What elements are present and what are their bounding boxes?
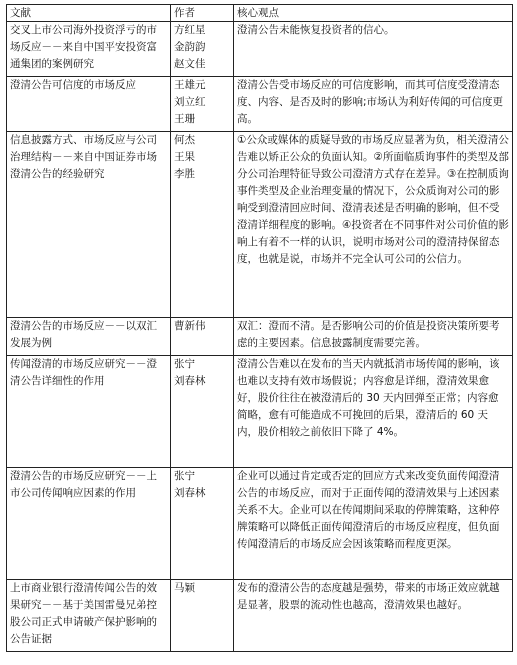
- literature-title: 交叉上市公司海外投资浮亏的市场反应－－来自中国平安投资富通集团的案例研究: [7, 22, 171, 77]
- author-name: 王果: [174, 151, 195, 163]
- author-name: 刘春林: [174, 487, 206, 499]
- author-name: 张宁: [174, 358, 195, 370]
- table-row: [7, 132, 513, 318]
- authors-cell: [171, 468, 234, 580]
- table-row: [7, 468, 513, 580]
- author-name: 赵文佳: [174, 58, 206, 70]
- author-name: 刘立红: [174, 96, 206, 108]
- author-name: 王珊: [174, 113, 195, 125]
- header-core-view: 核心观点: [234, 5, 513, 22]
- core-view: 企业可以通过肯定或否定的回应方式来改变负面传闻澄清公告的市场反应，而对于正面传闻的澄清效果与上述因素关系不大。企业可以在传闻期间采取的停牌策略，这种停牌策略可以降低正面传闻澄清后的市场反应程度，但负面传闻澄清后的市场反应会因该策略而程度更深。: [234, 468, 513, 580]
- core-view: ①公众或媒体的质疑导致的市场反应显著为负，相关澄清公告难以矫正公众的负面认知。②所面临质询事件的类型及部分公司治理特征导致公司澄清方式存在差异。③在控制质询事件类型及企业治理变量的情况下，公众质询对公司的影响受到澄清回应时间、澄清表述是否明确的影响，但不受澄清详细程度的影响。④投资者在不同事件对公司价值的影响上有着不一样的认识，说明市场对公司的澄清持保留态度，也就是说，市场并不完全认可公司的公信力。: [234, 132, 513, 318]
- literature-table: [6, 4, 513, 652]
- literature-title: 上市商业银行澄清传闻公告的效果研究－－基于美国雷曼兄弟控股公司正式申请破产保护影响的公告证据: [7, 580, 171, 652]
- table-row: [7, 580, 513, 652]
- author-name: 王雄元: [174, 79, 206, 91]
- authors-cell: [171, 77, 234, 132]
- author-name: 刘春林: [174, 375, 206, 387]
- author-name: 马颖: [174, 582, 195, 594]
- table-row: [7, 22, 513, 77]
- core-view: 澄清公告难以在发布的当天内就抵消市场传闻的影响，该也难以支持有效市场假说；内容愈是详细，澄清效果愈好，股价往往在被澄清后的 30 天内回弹至正常；内容愈简略，愈有可能造成不可挽回的后果，澄清后的 60 天内，股价相较之前依旧下降了 4%。: [234, 356, 513, 468]
- author-name: 何杰: [174, 134, 195, 146]
- table-header-row: [7, 5, 513, 22]
- literature-title: 信息披露方式、市场反应与公司治理结构－－来自中国证券市场澄清公告的经验研究: [7, 132, 171, 318]
- literature-title: 传闻澄清的市场反应研究－－澄清公告详细性的作用: [7, 356, 171, 468]
- authors-cell: [171, 580, 234, 652]
- author-name: 金韵韵: [174, 41, 206, 53]
- authors-cell: [171, 318, 234, 356]
- authors-cell: [171, 132, 234, 318]
- author-name: 张宁: [174, 470, 195, 482]
- author-name: 李胜: [174, 168, 195, 180]
- header-literature: 文献: [7, 5, 171, 22]
- table-row: [7, 318, 513, 356]
- authors-cell: [171, 356, 234, 468]
- core-view: 澄清公告未能恢复投资者的信心。: [234, 22, 513, 77]
- table-row: [7, 356, 513, 468]
- literature-title: 澄清公告可信度的市场反应: [7, 77, 171, 132]
- author-name: 曹新伟: [174, 320, 206, 332]
- core-view: 发布的澄清公告的态度越是强势，带来的市场正效应就越是显著，股票的流动性也越高，澄清效果也越好。: [234, 580, 513, 652]
- author-name: 方红星: [174, 24, 206, 36]
- literature-title: 澄清公告的市场反应研究－－上市公司传闻响应因素的作用: [7, 468, 171, 580]
- header-author: 作者: [171, 5, 234, 22]
- table-row: [7, 77, 513, 132]
- core-view: 澄清公告受市场反应的可信度影响，而其可信度受澄清态度、内容、是否及时的影响;市场认为利好传闻的可信度更高。: [234, 77, 513, 132]
- literature-title: 澄清公告的市场反应－－以双汇发展为例: [7, 318, 171, 356]
- authors-cell: [171, 22, 234, 77]
- core-view: 双汇：澄而不清。是否影响公司的价值是投资决策所要考虑的主要因素。信息披露制度需要完善。: [234, 318, 513, 356]
